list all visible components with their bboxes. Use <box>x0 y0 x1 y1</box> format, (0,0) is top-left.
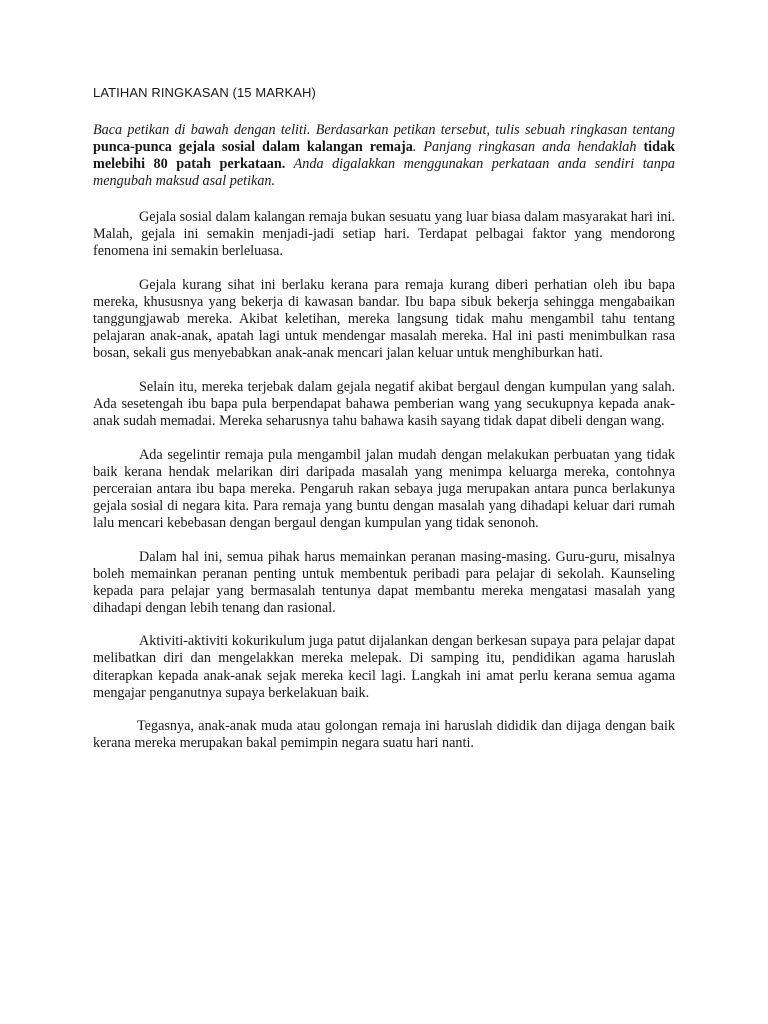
instructions-bold-topic: punca-punca gejala sosial dalam kalangan remaja <box>93 139 413 155</box>
instructions-text-3: Anda digalakkan menggunakan perkataan anda sendiri tanpa mengubah maksud asal petikan. <box>93 156 676 189</box>
paragraph-3: Selain itu, mereka terjebak dalam gejala negatif akibat bergaul dengan kumpulan yang salah. Ada sesetengah ibu bapa pula berpendapat bahawa pemberian wang yang secukupnya kepada anak-anak sudah memadai. Mereka seharusnya tahu bahawa kasih sayang tidak dapat dibeli dengan wang. <box>93 378 675 429</box>
document-page <box>93 84 675 769</box>
paragraph-2: Gejala kurang sihat ini berlaku kerana para remaja kurang diberi perhatian oleh ibu bapa mereka, khususnya yang bekerja di kawasan bandar. Ibu bapa sibuk bekerja sehingga mengabaikan tanggungjawab mereka. Akibat keletihan, mereka langsung tidak mahu mengambil tahu tentang pelajaran anak-anak, apatah lagi untuk mendengar masalah mereka. Hal ini pasti menimbulkan rasa bosan, sekali gus menyebabkan anak-anak mencari jalan keluar untuk menghiburkan hati. <box>93 276 675 362</box>
instructions-text-1: Baca petikan di bawah dengan teliti. Berdasarkan petikan tersebut, tulis sebuah ringkasan tentang <box>93 122 675 138</box>
paragraph-7: Tegasnya, anak-anak muda atau golongan remaja ini haruslah dididik dan dijaga dengan baik kerana mereka merupakan bakal pemimpin negara suatu hari nanti. <box>93 718 675 752</box>
page-title: LATIHAN RINGKASAN (15 MARKAH) <box>93 85 316 100</box>
paragraph-4: Ada segelintir remaja pula mengambil jalan mudah dengan melakukan perbuatan yang tidak baik kerana hendak melarikan diri daripada masalah yang menimpa keluarga mereka, contohnya perceraian antara ibu bapa mereka. Pengaruh rakan sebaya juga merupakan antara punca berlakunya gejala sosial di negara kita. Para remaja yang buntu dengan masalah yang dihadapi keluar dari rumah lalu mencari kebebasan dengan bergaul dengan kumpulan yang tidak senonoh. <box>93 446 675 531</box>
instructions <box>93 122 675 190</box>
paragraph-1: Gejala sosial dalam kalangan remaja bukan sesuatu yang luar biasa dalam masyarakat hari ini. Malah, gejala ini semakin menjadi-jadi setiap hari. Terdapat pelbagai faktor yang mendorong fenomena ini semakin berleluasa. <box>93 209 675 260</box>
instructions-text-2: . Panjang ringkasan anda hendaklah <box>412 139 644 155</box>
instructions-bold-limit: tidak melebihi 80 patah perkataan. <box>93 139 675 172</box>
paragraph-6: Aktiviti-aktiviti kokurikulum juga patut dijalankan dengan berkesan supaya para pelajar dapat melibatkan diri dan mengelakkan mereka melepak. Di samping itu, pendidikan agama haruslah diterapkan kepada anak-anak sejak mereka kecil lagi. Langkah ini amat perlu kerana semua agama mengajar penganutnya supaya berkelakuan baik. <box>93 633 675 701</box>
paragraph-5: Dalam hal ini, semua pihak harus memainkan peranan masing-masing. Guru-guru, misalnya boleh memainkan peranan penting untuk membentuk peribadi para pelajar di sekolah. Kaunseling kepada para pelajar yang bermasalah tentunya dapat membantu mereka mengatasi masalah yang dihadapi dengan lebih tenang dan rasional. <box>93 548 675 616</box>
